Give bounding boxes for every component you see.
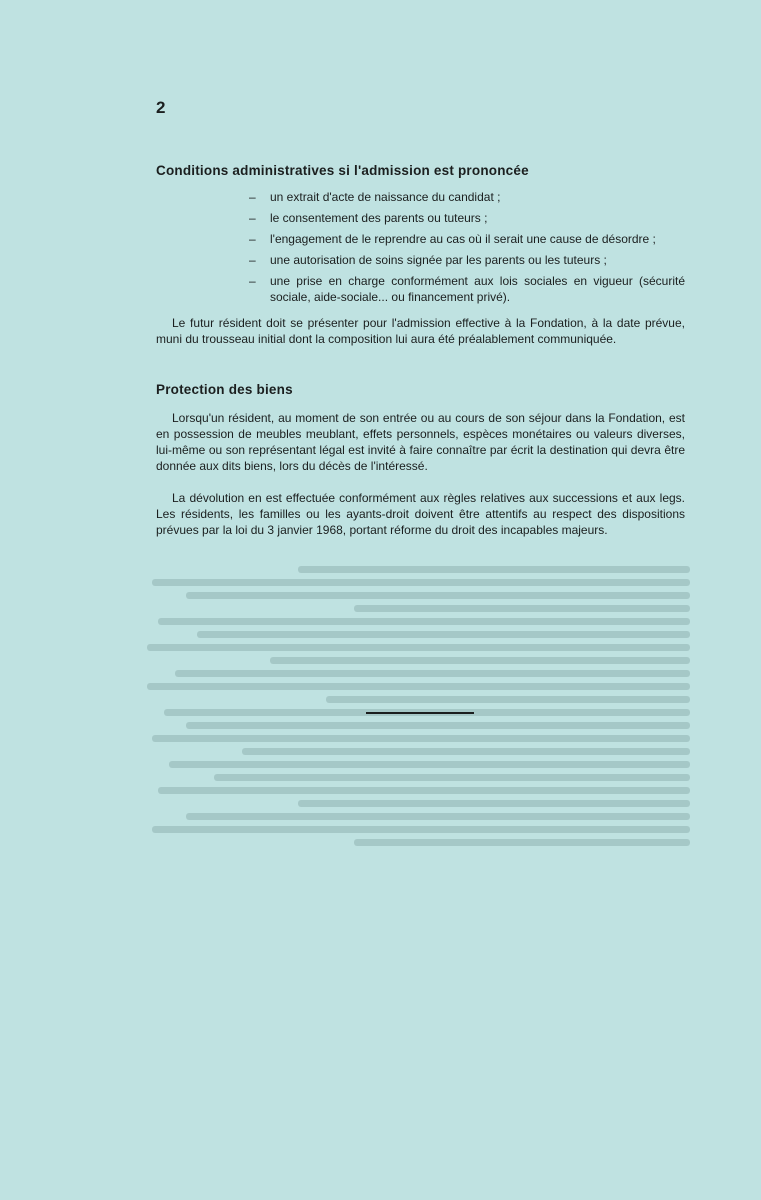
dash-bullet: –: [249, 190, 256, 204]
end-divider: [366, 712, 474, 714]
paragraph-text: Lorsqu'un résident, au moment de son entrée ou au cours de son séjour dans la Fondation, est en possession de meubles meublant, effets personnels, espèces monétaires ou valeurs diverses, lui-même ou son représentant légal est invité à faire connaître par écrit la destination qui devra être donnée aux dits biens, lors du décès de l'intéressé.: [156, 411, 685, 473]
page-number: 2: [156, 98, 166, 117]
list-item-text: le consentement des parents ou tuteurs ;: [270, 211, 488, 225]
dash-bullet: –: [249, 274, 256, 288]
show-through-texture: [130, 560, 690, 1030]
section-heading-protection: Protection des biens: [156, 382, 293, 397]
list-item: [249, 189, 685, 205]
list-item: [249, 210, 685, 226]
list-item-text: une autorisation de soins signée par les parents ou les tuteurs ;: [270, 253, 607, 267]
list-item-text: une prise en charge conformément aux lois sociales en vigueur (sécurité sociale, aide-sociale... ou financement privé).: [270, 274, 685, 304]
list-item: [249, 252, 685, 268]
protection-paragraph-2: [156, 490, 685, 538]
requirements-list: [249, 189, 685, 310]
protection-paragraph-1: [156, 410, 685, 474]
section-heading-conditions: Conditions administratives si l'admission est prononcée: [156, 163, 529, 178]
paragraph-text: La dévolution en est effectuée conformément aux règles relatives aux successions et aux legs. Les résidents, les familles ou les ayants-droit doivent être attentifs au respect des dispositions prévues par la loi du 3 janvier 1968, portant réforme du droit des incapables majeurs.: [156, 491, 685, 537]
list-item: [249, 231, 685, 247]
dash-bullet: –: [249, 211, 256, 225]
dash-bullet: –: [249, 232, 256, 246]
paragraph-text: Le futur résident doit se présenter pour l'admission effective à la Fondation, à la date prévue, muni du trousseau initial dont la composition lui aura été préalablement communiquée.: [156, 316, 685, 346]
admission-paragraph: [156, 315, 685, 347]
list-item: [249, 273, 685, 305]
list-item-text: l'engagement de le reprendre au cas où il serait une cause de désordre ;: [270, 232, 656, 246]
list-item-text: un extrait d'acte de naissance du candidat ;: [270, 190, 501, 204]
dash-bullet: –: [249, 253, 256, 267]
